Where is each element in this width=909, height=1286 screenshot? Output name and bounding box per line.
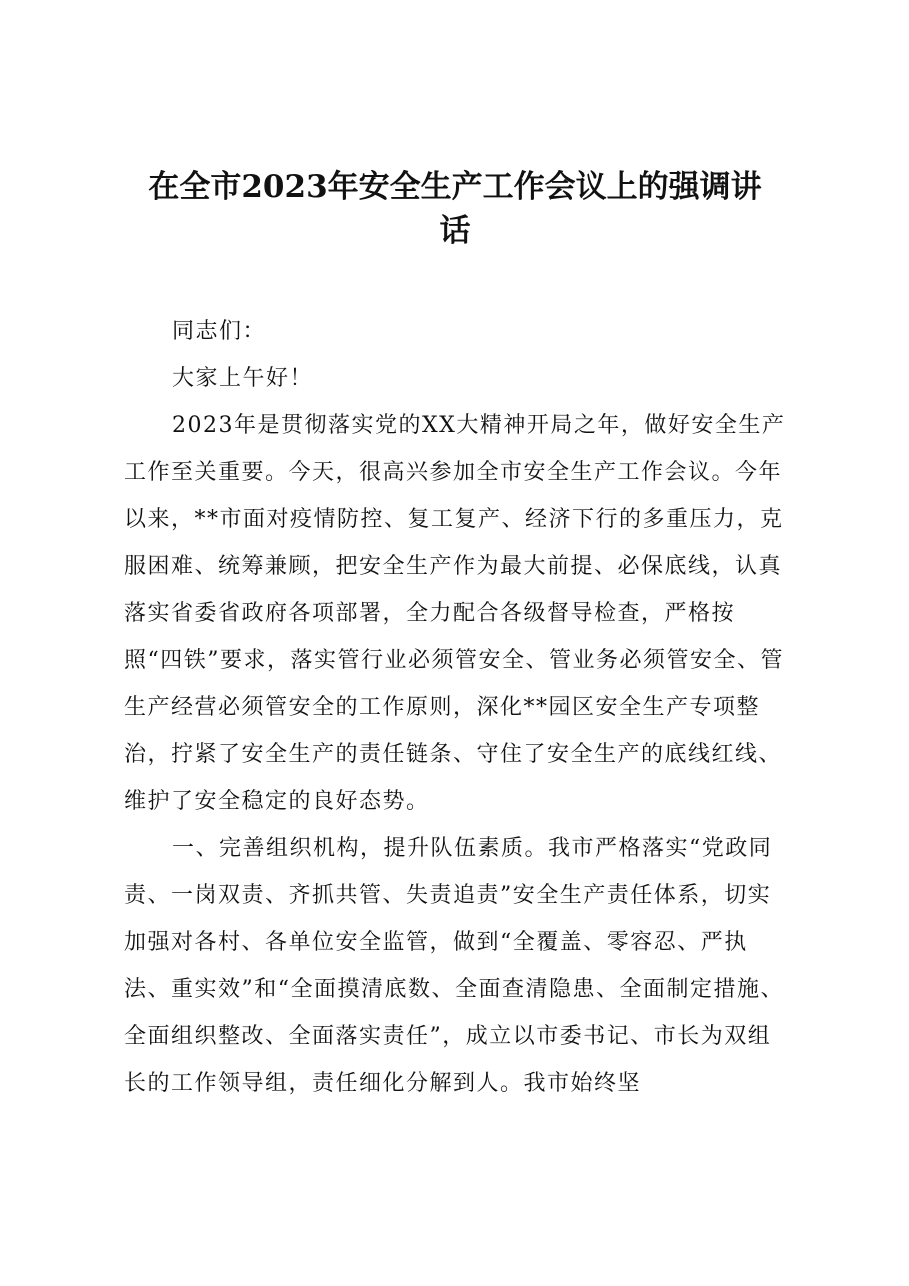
salutation: 同志们： xyxy=(172,319,267,344)
greeting: 大家上午好！ xyxy=(172,366,314,391)
document-title-line: 在全市2023年安全生产工作会议上的强调讲 xyxy=(148,169,762,205)
body-paragraph: 一、完善组织机构，提升队伍素质。我市严格落实“党政同责、一岗双责、齐抓共管、失责追责”安全生产责任体系，切实加强对各村、各单位安全监管，做到“全覆盖、零容忍、严执法、重实效”和“全面摸清底数、全面查清隐患、全面制定措施、全面组织整改、全面落实责任”，成立以市委书记、市长为双组长的工作领导组，责任细化分解到人。我市始终坚 xyxy=(124,836,784,1096)
body-paragraph: 2023年是贯彻落实党的XX大精神开局之年，做好安全生产工作至关重要。今天，很高兴参加全市安全生产工作会议。今年以来，**市面对疫情防控、复工复产、经济下行的多重压力，克服困难、统筹兼顾，把安全生产作为最大前提、必保底线，认真落实省委省政府各项部署，全力配合各级督导检查，严格按照“四铁”要求，落实管行业必须管安全、管业务必须管安全、管生产经营必须管安全的工作原则，深化**园区安全生产专项整治，拧紧了安全生产的责任链条、守住了安全生产的底线红线、维护了安全稳定的良好态势。 xyxy=(124,413,786,814)
document-title xyxy=(90,165,820,253)
document-body xyxy=(124,308,794,1107)
document-title-line: 话 xyxy=(439,213,471,249)
